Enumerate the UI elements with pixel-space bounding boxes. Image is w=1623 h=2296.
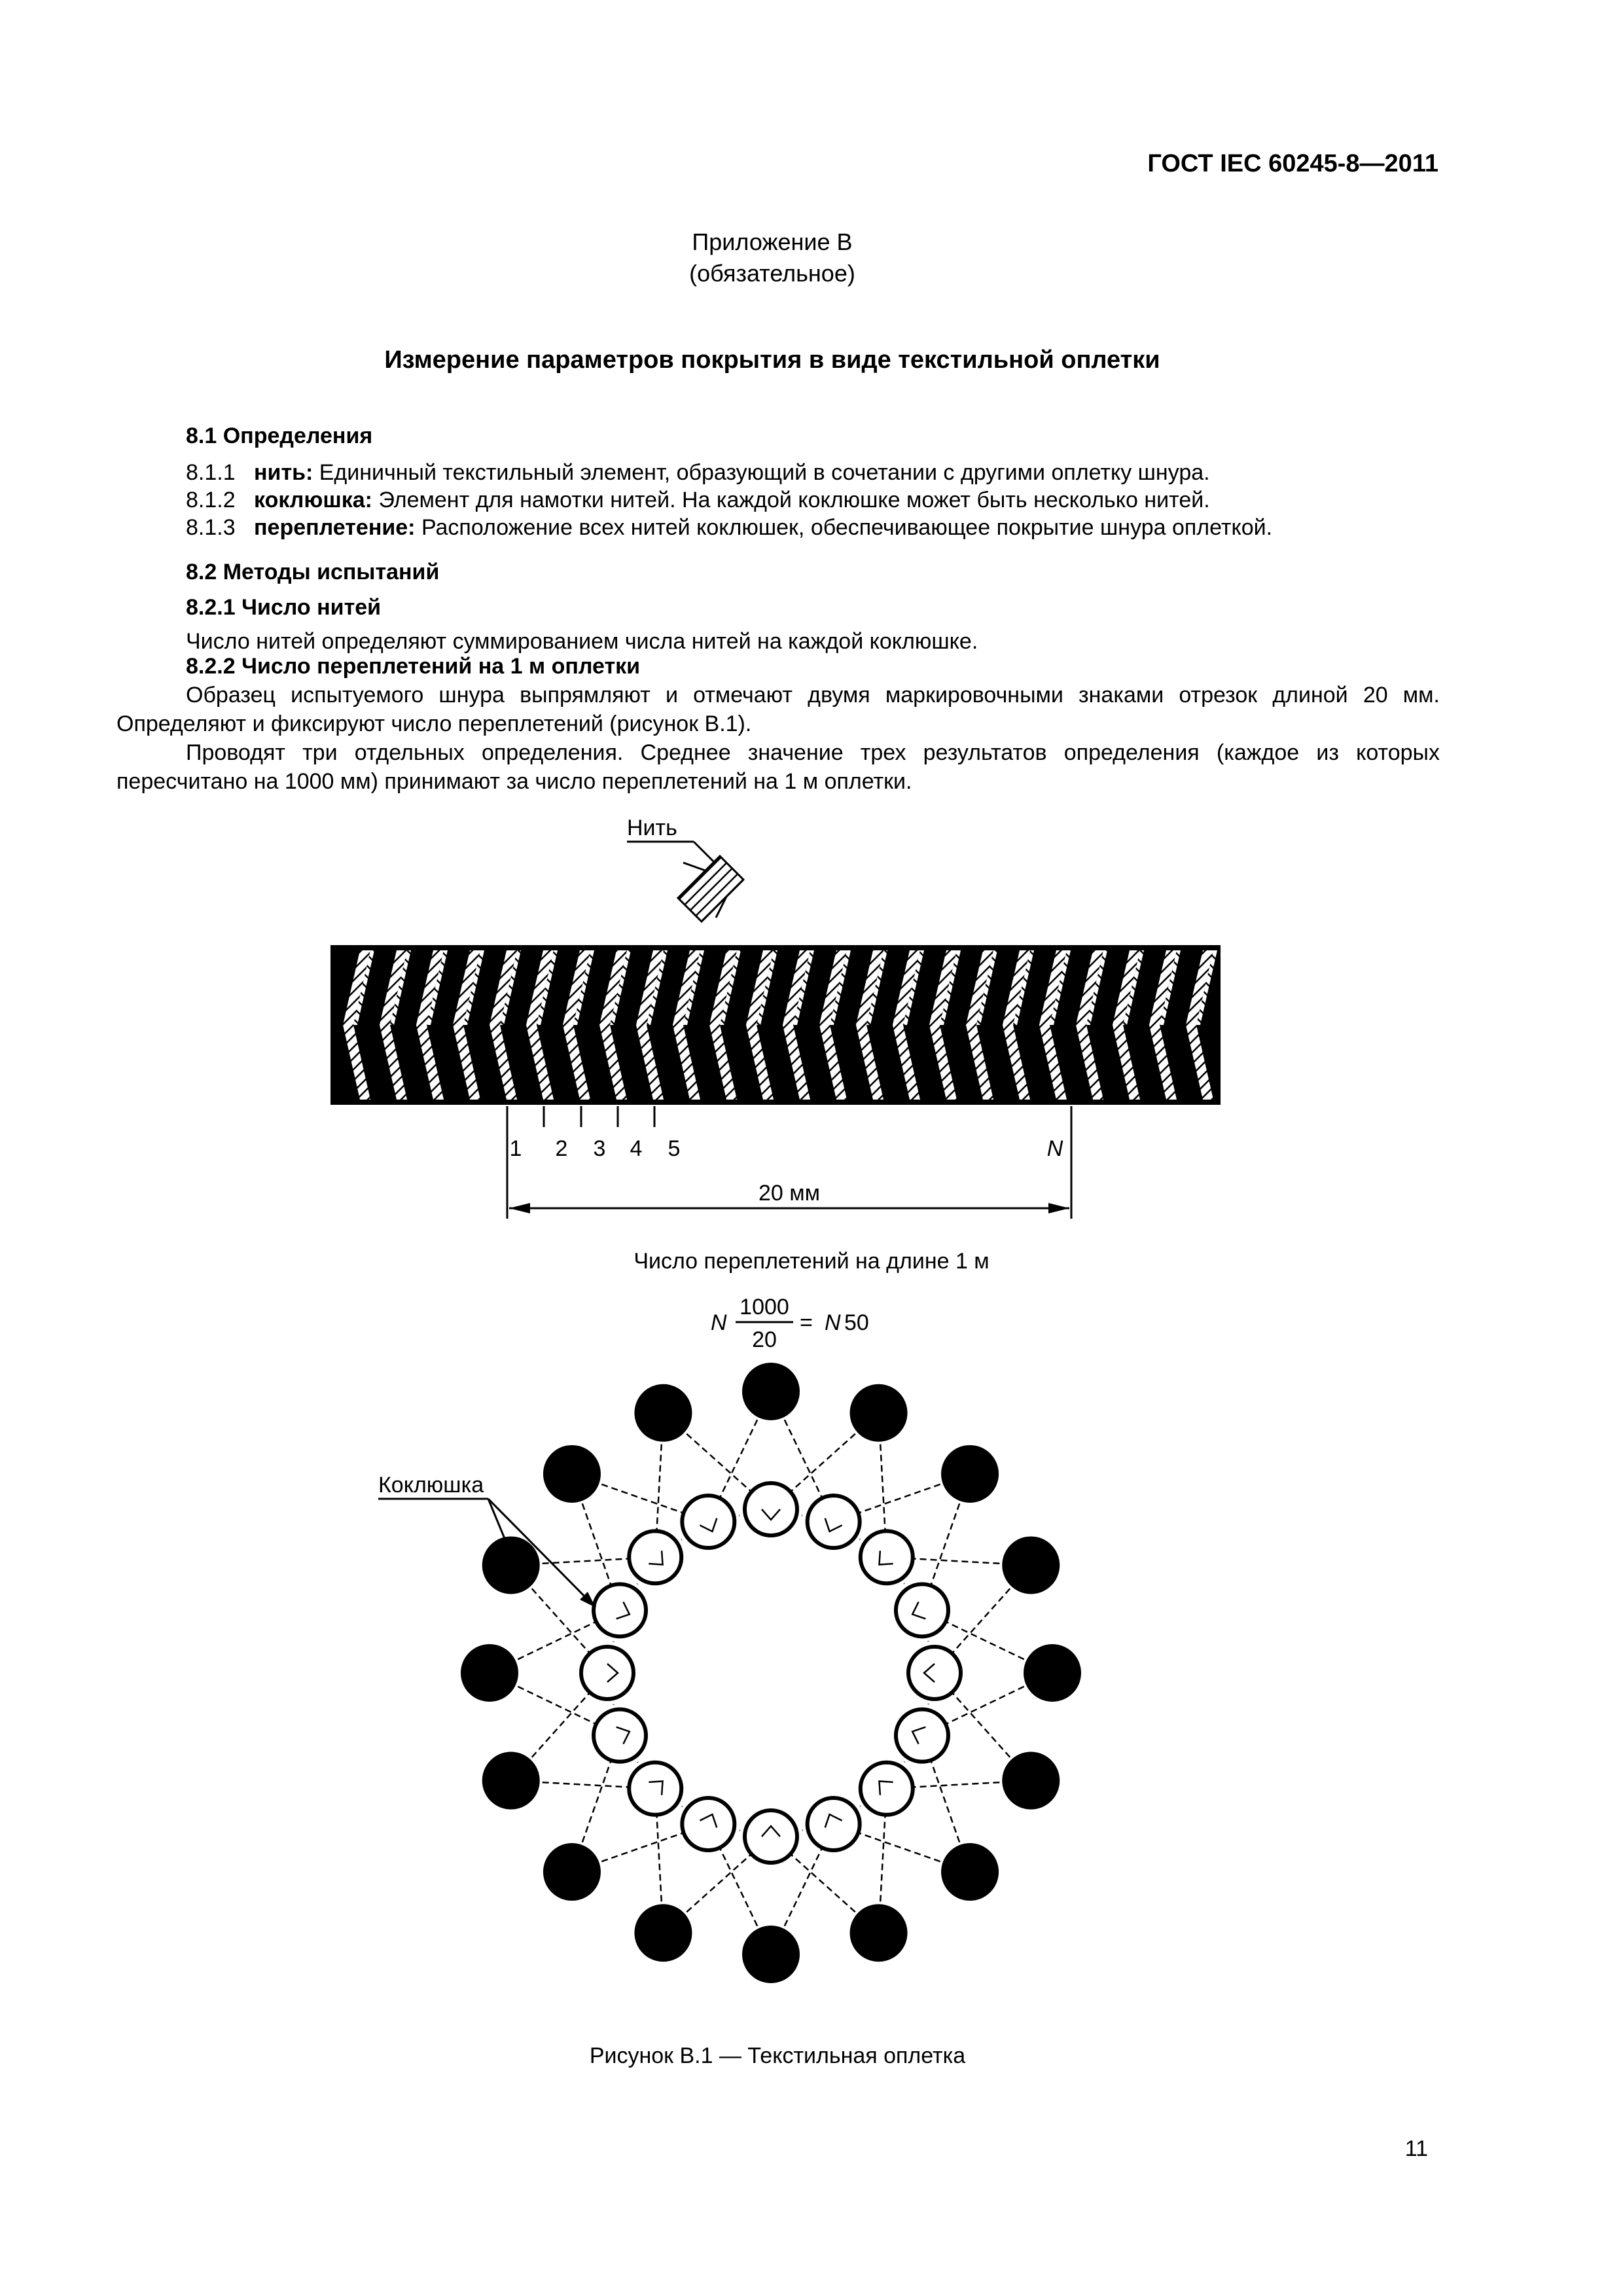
bobbin-filled — [634, 1384, 692, 1442]
bobbin-open — [745, 1810, 797, 1863]
bobbin-label: Коклюшка — [378, 1473, 484, 1498]
section-8-2-1-title: 8.2.1 Число нитей — [186, 595, 382, 620]
braid-strip — [330, 945, 1221, 1105]
section-8-2-2-title: 8.2.2 Число переплетений на 1 м оплетки — [186, 654, 641, 679]
bobbin-open — [682, 1496, 734, 1548]
bobbin-open — [808, 1798, 860, 1850]
section-8-2-title: 8.2 Методы испытаний — [186, 560, 440, 584]
figure-subtitle: Число переплетений на длине 1 м — [633, 1249, 990, 1274]
bobbin-filled — [543, 1843, 601, 1901]
mark-label-n: N — [1046, 1136, 1063, 1161]
definition-term: переплетение: — [254, 515, 416, 540]
bobbin-filled — [850, 1384, 908, 1442]
bobbin-open — [896, 1710, 948, 1762]
annex-title: Приложение В — [692, 228, 853, 255]
bobbin-open — [682, 1798, 734, 1850]
bobbin-open — [594, 1710, 646, 1762]
mark-label: 2 — [555, 1136, 568, 1161]
section-8-2-1-text: Число нитей определяют суммированием числа нитей на каждой коклюшке. — [186, 629, 978, 654]
bobbin-open — [629, 1763, 681, 1815]
main-heading: Измерение параметров покрытия в виде текстильной оплетки — [384, 346, 1160, 374]
bobbin-open — [908, 1647, 961, 1699]
definition-text: Расположение всех нитей коклюшек, обеспечивающее покрытие шнура оплеткой. — [415, 515, 1273, 540]
bobbin-filled — [742, 1363, 800, 1420]
mark-label: 5 — [668, 1136, 681, 1161]
bobbin-filled — [634, 1904, 692, 1962]
bobbin-open — [745, 1483, 797, 1535]
length-label: 20 мм — [758, 1181, 821, 1206]
definition-text: Единичный текстильный элемент, образующий в сочетании с другими оплетку шнура. — [313, 460, 1210, 485]
bobbin-filled — [742, 1926, 800, 1983]
bobbin-open — [808, 1496, 860, 1548]
bobbin-open — [861, 1763, 913, 1815]
bobbin-filled — [461, 1644, 518, 1702]
bobbin-filled — [941, 1445, 999, 1503]
bobbin-filled — [1002, 1752, 1060, 1810]
page-number: 11 — [1404, 2136, 1428, 2161]
definition-term: коклюшка: — [254, 488, 372, 512]
thread-label: Нить — [627, 816, 677, 840]
definition-number: 8.1.1 — [186, 460, 236, 485]
bobbin-filled — [850, 1904, 908, 1962]
formula — [711, 1295, 869, 1352]
definition-term: нить: — [254, 460, 313, 485]
bobbin-filled — [1002, 1536, 1060, 1594]
bobbin-open — [594, 1584, 646, 1636]
section-8-2-2-paragraph-2: Проводят три отдельных определения. Среднее значение трех результатов определения (каждое из которых пересчитано на 1000 мм) принимают за число переплетений на 1 м оплетки. — [116, 740, 1440, 794]
annex-subtitle: (обязательное) — [689, 260, 855, 287]
bobbin-open — [896, 1584, 948, 1636]
section-8-1-title: 8.1 Определения — [186, 423, 373, 448]
formula-numerator: 1000 — [740, 1295, 789, 1319]
thread-arrow — [627, 842, 743, 922]
document-code: ГОСТ IEC 60245-8—2011 — [1147, 150, 1438, 177]
bobbin-open — [629, 1531, 681, 1583]
mark-label: 1 — [509, 1136, 522, 1161]
definition-text: Элемент для намотки нитей. На каждой коклюшке может быть несколько нитей. — [372, 488, 1210, 512]
bobbin-open — [861, 1531, 913, 1583]
mark-label: 3 — [593, 1136, 606, 1161]
bobbin-filled — [482, 1752, 540, 1810]
bobbin-filled — [1024, 1644, 1081, 1702]
formula-result-n: N — [825, 1310, 841, 1335]
bobbin-filled — [543, 1445, 601, 1503]
formula-result-value: 50 — [844, 1310, 869, 1335]
formula-n: N — [711, 1310, 727, 1335]
bobbin-ring — [461, 1363, 1081, 1983]
mark-label: 4 — [630, 1136, 643, 1161]
formula-denominator: 20 — [752, 1327, 777, 1352]
formula-equals: = — [800, 1310, 813, 1335]
bobbin-filled — [941, 1843, 999, 1901]
section-8-2-2-paragraph-1: Образец испытуемого шнура выпрямляют и отмечают двумя маркировочными знаками отрезок длиной 20 мм. Определяют и фиксируют число переплетений (рисунок В.1). — [116, 683, 1440, 736]
definition-number: 8.1.2 — [186, 488, 236, 512]
definition-number: 8.1.3 — [186, 515, 236, 540]
bobbin-open — [581, 1647, 633, 1699]
figure-caption: Рисунок В.1 — Текстильная оплетка — [589, 2043, 966, 2068]
